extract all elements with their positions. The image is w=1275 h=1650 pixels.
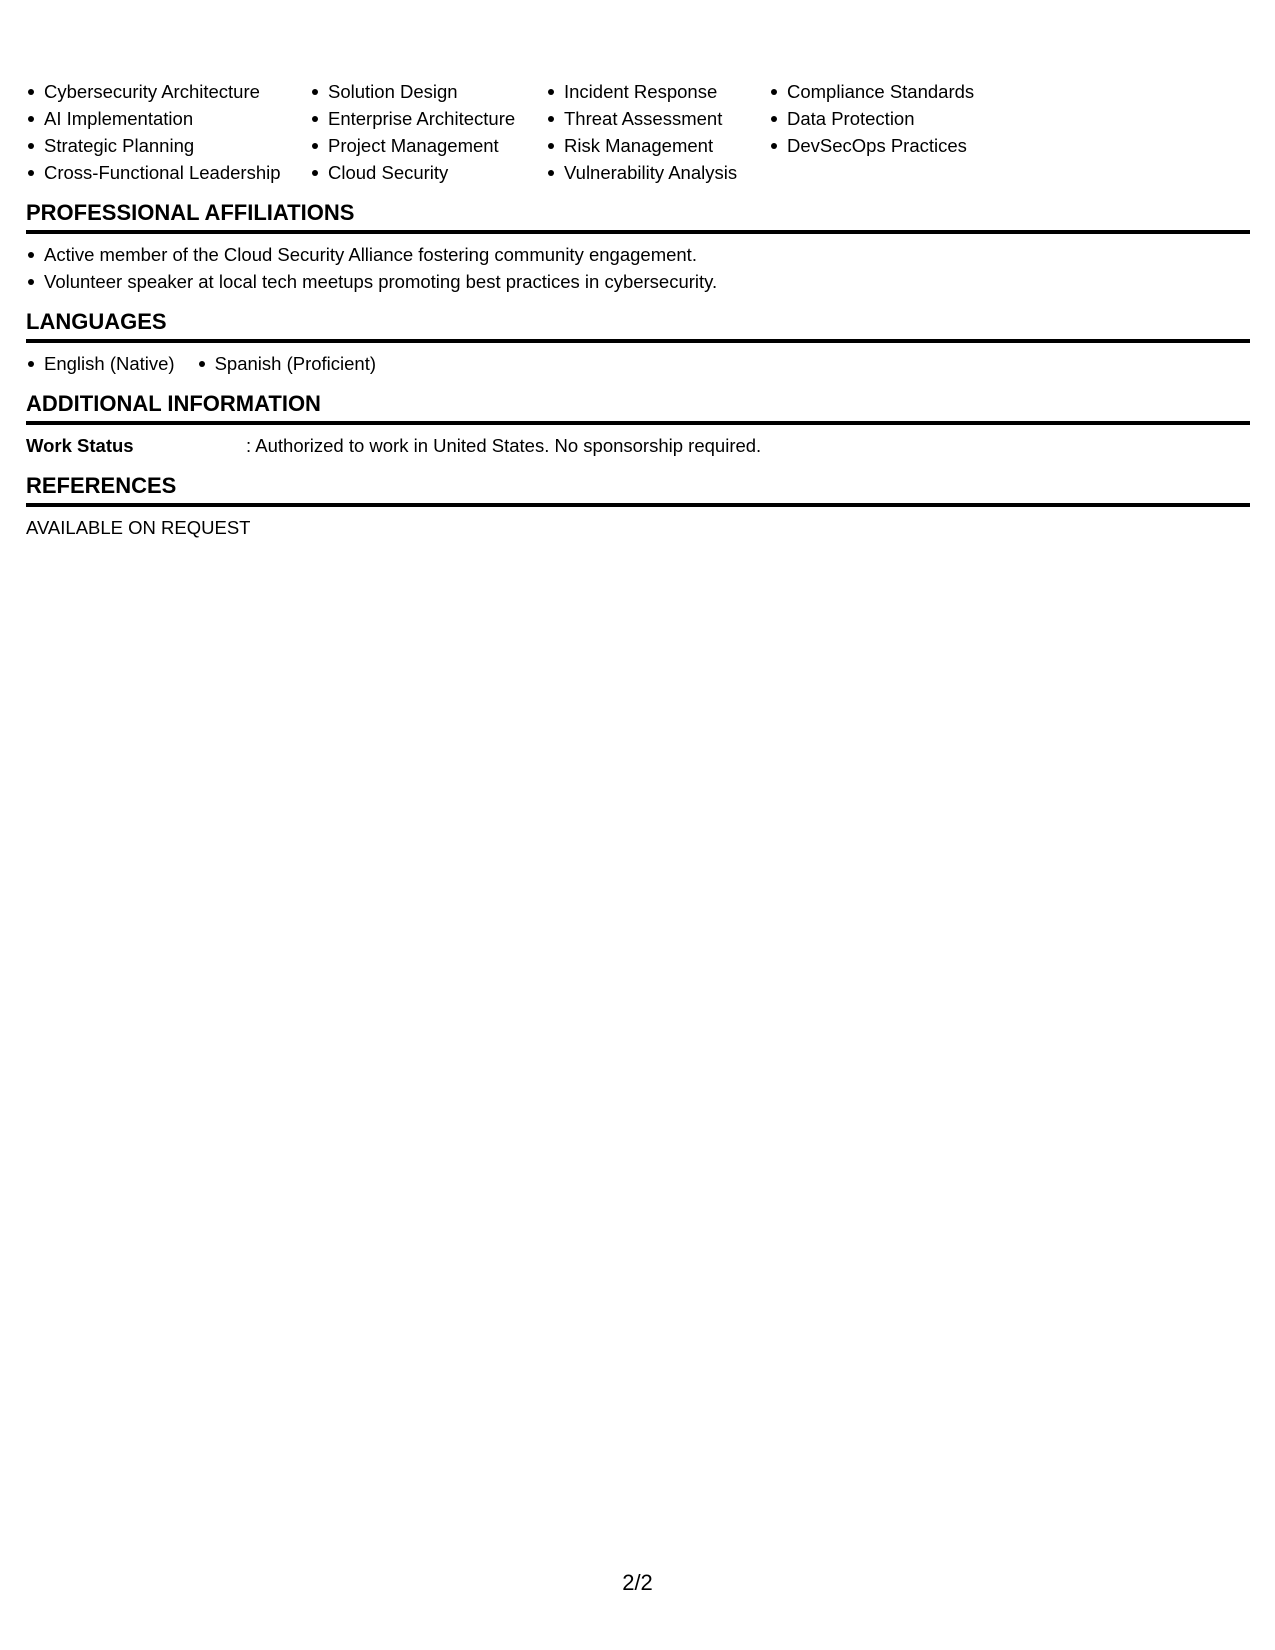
section-heading-affiliations: PROFESSIONAL AFFILIATIONS xyxy=(26,200,1250,234)
skill-item: Strategic Planning xyxy=(26,132,310,159)
additional-info-section xyxy=(26,391,1250,459)
references-text: AVAILABLE ON REQUEST xyxy=(26,517,251,538)
page-number: 2/2 xyxy=(622,1570,653,1595)
skill-item: Cybersecurity Architecture xyxy=(26,78,310,105)
affiliations-section xyxy=(26,200,1250,295)
work-status-row xyxy=(26,432,1250,459)
skill-item: Compliance Standards xyxy=(769,78,1029,105)
skill-item: Risk Management xyxy=(546,132,769,159)
skill-item: Incident Response xyxy=(546,78,769,105)
language-item: Spanish (Proficient) xyxy=(197,350,376,377)
skills-column-3 xyxy=(546,78,769,186)
references-section xyxy=(26,473,1250,541)
section-heading-references: REFERENCES xyxy=(26,473,1250,507)
skill-item: Solution Design xyxy=(310,78,546,105)
work-status-value: : Authorized to work in United States. No sponsorship required. xyxy=(246,435,762,456)
section-heading-additional-info: ADDITIONAL INFORMATION xyxy=(26,391,1250,425)
skill-item: Enterprise Architecture xyxy=(310,105,546,132)
skill-item: Vulnerability Analysis xyxy=(546,159,769,186)
skills-grid xyxy=(26,78,1250,186)
skill-item: AI Implementation xyxy=(26,105,310,132)
languages-section xyxy=(26,309,1250,377)
affiliation-item: Volunteer speaker at local tech meetups promoting best practices in cybersecurity. xyxy=(26,268,1250,295)
skill-item: Cross-Functional Leadership xyxy=(26,159,310,186)
skills-column-1 xyxy=(26,78,310,186)
languages-list xyxy=(26,350,1250,377)
skill-item: DevSecOps Practices xyxy=(769,132,1029,159)
resume-page xyxy=(26,78,1250,541)
skill-item: Cloud Security xyxy=(310,159,546,186)
section-heading-languages: LANGUAGES xyxy=(26,309,1250,343)
skills-column-2 xyxy=(310,78,546,186)
skill-item: Threat Assessment xyxy=(546,105,769,132)
skills-column-4 xyxy=(769,78,1029,159)
language-item: English (Native) xyxy=(26,350,175,377)
affiliation-item: Active member of the Cloud Security Alliance fostering community engagement. xyxy=(26,241,1250,268)
skill-item: Project Management xyxy=(310,132,546,159)
work-status-label: Work Status xyxy=(26,435,134,456)
skill-item: Data Protection xyxy=(769,105,1029,132)
affiliations-list xyxy=(26,241,1250,295)
